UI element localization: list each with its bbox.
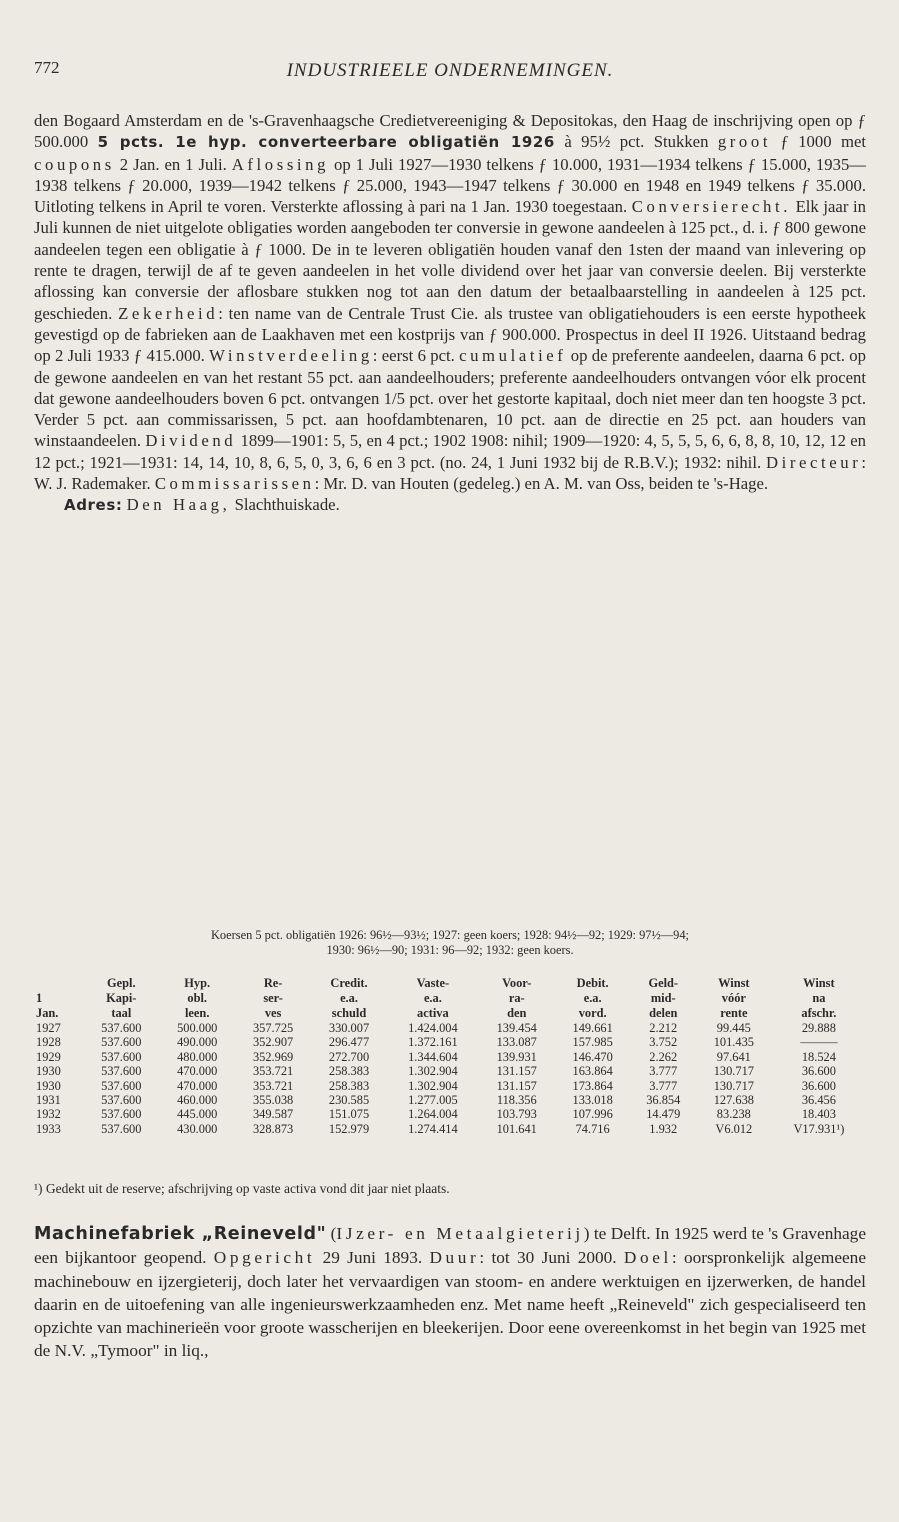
- text-run: op 1 Juli 1927—1930 telkens ƒ 10.000, 1931—1934 telkens ƒ 15.000, 1935—1938 telkens ƒ 20.000, 1939—1942 telkens ƒ 25.000, 1943—1947 telkens ƒ 30.000 en 1948 en 1949 telkens ƒ 35.000. Uitloting telkens in April te voren. Versterkte aflossing à pari na 1 Jan. 1930 toegestaan.: [34, 154, 866, 217]
- table-cell: 2.212: [649, 1021, 678, 1035]
- spaced-term: Den Haag,: [126, 495, 231, 515]
- text-run: : ten name van de Centrale Trust Cie. als trustee van obligatiehouders is een eerste hypotheek gevestigd op de fabrieken aan de Laakhaven met een kostprijs van ƒ 900.000. Prospectus in deel II 1926. Uitstaand bedrag op 2 Juli 1933 ƒ 415.000.: [34, 303, 866, 366]
- text-run: 1899—1901: 5, 5, en 4 pct.; 1902 1908: nihil; 1909—1920: 4, 5, 5, 5, 6, 6, 8, 8, 10, 12, 12 en 12 pct.; 1921—1931: 14, 14, 10, 8, 6, 5, 0, 3, 6, 6 en 3 pct. (no. 24, 1 Juni 1932 bij de R.B.V.); 1932: nihil.: [34, 431, 866, 472]
- table-cell: 500.000: [177, 1021, 218, 1035]
- table-cell: 107.996: [572, 1107, 613, 1122]
- column-header-line: Vaste-: [416, 976, 450, 990]
- table-cell: 355.038: [252, 1093, 294, 1108]
- text-run: ƒ 1000 met: [771, 132, 866, 152]
- table-cell: 14.479: [646, 1107, 681, 1122]
- table-cell: 139.931: [496, 1049, 537, 1064]
- text-run: : W. J. Rademaker.: [34, 452, 866, 494]
- company-name: Machinefabriek „Reineveld": [34, 1224, 327, 1244]
- column-header-line: Kapi-: [106, 991, 137, 1005]
- column-header-line: Jan.: [36, 1006, 59, 1020]
- table-cell: 131.157: [496, 1078, 537, 1093]
- spaced-term: Dividend: [145, 431, 237, 451]
- table-cell: 173.864: [572, 1078, 613, 1093]
- column-header-line: Geld-: [648, 976, 679, 990]
- table-cell: 353.721: [252, 1078, 294, 1093]
- column-header-line: vord.: [578, 1006, 607, 1020]
- column-header: [696, 976, 772, 1021]
- table-cell: ———: [800, 1035, 838, 1050]
- financial-table: [34, 976, 866, 1136]
- table-cell: 352.907: [252, 1035, 294, 1050]
- column-header-line: na: [812, 991, 826, 1005]
- spaced-term: groot: [717, 132, 772, 152]
- text-run: 2 Jan. en 1 Juli.: [114, 154, 232, 174]
- table-cell: 97.641: [716, 1049, 751, 1064]
- table-cell: 3.777: [649, 1078, 678, 1093]
- column-header-line: leen.: [184, 1006, 210, 1020]
- table-cell: 480.000: [177, 1049, 218, 1064]
- table-row: [34, 1093, 866, 1107]
- spaced-term: cumulatief: [459, 346, 567, 366]
- table-cell: 1929: [36, 1049, 61, 1064]
- table-cell: 445.000: [177, 1107, 218, 1122]
- table-row: [34, 1035, 866, 1049]
- spaced-term: Zekerheid: [118, 303, 219, 323]
- koersen-line: Koersen 5 pct. obligatiën 1926: 96½—93½; 1927: geen koers; 1928: 94½—92; 1929: 97½—94;: [210, 928, 690, 942]
- table-cell: 349.587: [252, 1107, 294, 1122]
- column-header-line: ra-: [508, 991, 525, 1005]
- spaced-term: Aflossing: [231, 154, 330, 174]
- page-header: [34, 58, 866, 82]
- table-cell: 1930: [36, 1064, 61, 1079]
- table-cell: 157.985: [572, 1035, 613, 1050]
- table-cell: 537.600: [101, 1078, 142, 1093]
- table-cell: 29.888: [801, 1021, 836, 1035]
- table-cell: 537.600: [101, 1064, 142, 1079]
- column-header-line: delen: [649, 1006, 678, 1020]
- text-run: (: [326, 1224, 337, 1243]
- table-cell: 127.638: [713, 1093, 754, 1108]
- table-cell: 99.445: [716, 1021, 751, 1035]
- column-header: [159, 976, 235, 1021]
- table-row: [34, 1021, 866, 1035]
- table-cell: 1.302.904: [408, 1064, 458, 1079]
- table-cell: 18.524: [801, 1049, 836, 1064]
- column-header-line: Winst: [718, 976, 750, 990]
- spaced-term: Duur: [429, 1248, 480, 1268]
- table-cell: 1.372.161: [408, 1035, 458, 1050]
- koersen-line: 1930: 96½—90; 1931: 96—92; 1932: geen koers.: [326, 943, 574, 957]
- text-run: à 95½ pct. Stukken: [554, 132, 718, 152]
- spaced-term: Directeur: [765, 452, 862, 472]
- column-header-line: den: [507, 1006, 527, 1020]
- spaced-term: Winstverdeeling: [209, 346, 373, 366]
- table-cell: 230.585: [328, 1093, 370, 1108]
- spaced-term: Conversierecht.: [631, 197, 791, 217]
- spaced-term: Commissarissen: [154, 474, 315, 494]
- column-header-line: taal: [111, 1006, 132, 1020]
- text-run: op de preferente aandeelen, daarna 6 pct. op de gewone aandeelen en van het restant 55 pct. aan aandeelhouders; preferente aandeelhouders ontvangen vóor elk procent dat gewone aandeelhouders boven 6 pct. ontvangen 1/5 pct. over het gestorte kapitaal, doch niet meer dan ten hoogste 3 pct. Verder 5 pct. aan commissarissen, 5 pct. aan hoofdambtenaren, 10 pct. aan de directie en 25 pct. aan houders van winstaandeelen.: [34, 346, 866, 451]
- table-cell: V6.012: [715, 1121, 753, 1136]
- column-header-line: ves: [264, 1006, 282, 1020]
- column-header-line: e.a.: [340, 991, 358, 1005]
- table-body: [34, 1021, 866, 1136]
- table-cell: 151.075: [328, 1107, 370, 1122]
- table-cell: 101.435: [713, 1035, 754, 1050]
- column-header: [83, 976, 159, 1021]
- column-header: [479, 976, 555, 1021]
- table-cell: 36.854: [646, 1093, 681, 1108]
- column-header-line: e.a.: [423, 991, 442, 1005]
- table-cell: 1927: [36, 1021, 61, 1035]
- column-header: [387, 976, 479, 1021]
- table-cell: 139.454: [496, 1021, 537, 1035]
- spaced-term: coupons: [34, 154, 115, 174]
- text-run: : eerst 6 pct.: [372, 346, 460, 366]
- table-cell: 357.725: [252, 1021, 294, 1035]
- page-number: 772: [34, 58, 60, 77]
- table-cell: 272.700: [328, 1049, 370, 1064]
- spaced-term: IJzer- en Metaalgieterij: [336, 1224, 584, 1243]
- table-cell: 328.873: [252, 1121, 294, 1136]
- table-cell: 3.752: [649, 1035, 678, 1050]
- table-row: [34, 1122, 866, 1136]
- column-header-line: obl.: [187, 991, 208, 1005]
- bond-title: 5 pcts. 1e hyp. converteerbare obligatiën 1926: [97, 133, 555, 152]
- table-footnote: ¹) Gedekt uit de reserve; afschrijving op vaste activa vond dit jaar niet plaats.: [34, 1181, 450, 1196]
- table-cell: 1.264.004: [408, 1107, 458, 1122]
- table-cell: 460.000: [177, 1093, 218, 1108]
- table-cell: 537.600: [101, 1107, 142, 1122]
- address-label: Adres:: [64, 496, 123, 515]
- text-run: : Mr. D. van Houten (gedeleg.) en A. M. van Oss, beiden te 's-Hage.: [314, 474, 769, 494]
- column-header-line: Debit.: [576, 976, 609, 990]
- column-header-line: ser-: [263, 991, 283, 1005]
- table-cell: 1.344.604: [408, 1049, 458, 1064]
- table-cell: 1931: [36, 1093, 61, 1108]
- column-header-line: activa: [417, 1006, 449, 1020]
- column-header-line: mid-: [650, 991, 676, 1005]
- bond-description-paragraph: [34, 110, 866, 517]
- column-header-line: 1: [36, 991, 43, 1005]
- table-cell: 118.356: [496, 1093, 537, 1108]
- table-cell: 1.424.004: [408, 1021, 458, 1035]
- column-header: [555, 976, 631, 1021]
- table-cell: 163.864: [572, 1064, 613, 1079]
- koersen-note: [34, 928, 866, 958]
- table-cell: 149.661: [572, 1021, 613, 1035]
- column-header: [311, 976, 387, 1021]
- table-cell: 537.600: [101, 1021, 142, 1035]
- table-cell: 296.477: [328, 1035, 370, 1050]
- table-cell: 1933: [36, 1121, 61, 1136]
- table-cell: 36.600: [801, 1078, 836, 1093]
- table-cell: 74.716: [575, 1121, 610, 1136]
- table-cell: 537.600: [101, 1049, 142, 1064]
- text-run: 29 Juni 1893.: [315, 1248, 430, 1268]
- table-cell: 1.274.414: [408, 1121, 458, 1136]
- table-row: [34, 1050, 866, 1064]
- table-cell: 470.000: [177, 1064, 218, 1079]
- table-cell: 36.456: [801, 1093, 836, 1108]
- table-cell: 152.979: [328, 1121, 370, 1136]
- text-run: Elk jaar in Juli kunnen de niet uitgelote obligaties worden aangeboden ter conversie in gewone aandeelen à 125 pct., d. i. ƒ 800 gewone aandeelen tegen een obligatie à ƒ 1000. De in te leveren obligatiën houden vanaf den 1sten der maand van inlevering op rente te dragen, terwijl de af te geven aandeelen in het volle dividend over het jaar van conversie deelen. Bij versterkte aflossing kan conversie der aflosbare stukken nog tot aan den datum der betaalbaarstelling in aandeelen à 125 pct. geschieden.: [34, 197, 866, 323]
- table-cell: 130.717: [713, 1078, 754, 1093]
- column-header-line: vóór: [721, 991, 746, 1005]
- text-run: : tot 30 Juni 2000.: [479, 1248, 624, 1268]
- table-cell: 537.600: [101, 1093, 142, 1108]
- column-header-line: Re-: [263, 976, 283, 990]
- table-cell: 490.000: [177, 1035, 218, 1050]
- column-header: [235, 976, 311, 1021]
- spaced-term: Doel: [623, 1248, 672, 1268]
- column-header: [34, 976, 83, 1021]
- table-row: [34, 1107, 866, 1121]
- column-header: [631, 976, 696, 1021]
- text-run: ) te Delft. In 1925 werd te 's Gravenhage een bijkantoor geopend.: [34, 1224, 866, 1268]
- table-cell: 330.007: [328, 1021, 370, 1035]
- running-title: INDUSTRIEELE ONDERNEMINGEN.: [286, 60, 614, 81]
- column-header-line: schuld: [331, 1006, 367, 1020]
- table-cell: 470.000: [177, 1078, 218, 1093]
- spaced-term: Opgericht: [213, 1248, 316, 1268]
- column-header-line: Hyp.: [184, 976, 211, 990]
- table-cell: 353.721: [252, 1064, 294, 1079]
- table-cell: 258.383: [328, 1078, 370, 1093]
- table-cell: 1930: [36, 1078, 61, 1093]
- table-cell: 1.932: [649, 1121, 678, 1136]
- table-cell: V17.931¹): [793, 1121, 845, 1136]
- column-header-line: Credit.: [330, 976, 368, 990]
- table-cell: 1928: [36, 1035, 61, 1050]
- column-header-line: e.a.: [583, 991, 602, 1005]
- text-run: den Bogaard Amsterdam en de 's-Gravenhaagsche Credietvereeniging & Depositokas, den Haag de inschrijving open op ƒ 500.000: [34, 111, 866, 152]
- table-row: [34, 1079, 866, 1093]
- column-header-line: rente: [720, 1006, 748, 1020]
- text-run: : oorspronkelijk algemeene machinebouw en ijzergieterij, doch later het vervaardigen van stoom- en andere werktuigen en ijzerwerken, de handel daarin en de uitoefening van alle ingenieurswerkzaamheden enz. Met name heeft „Reineveld" zich gespecialiseerd ten opzichte van machinerieën voor groote wasscherijen en bleekerijen. Door eene overeenkomst in het begin van 1925 met de N.V. „Tymoor" in liq.,: [34, 1248, 866, 1361]
- table-cell: 101.641: [496, 1121, 537, 1136]
- table-cell: 146.470: [572, 1049, 613, 1064]
- table-cell: 1932: [36, 1107, 61, 1122]
- table-cell: 131.157: [496, 1064, 537, 1079]
- table-cell: 3.777: [649, 1064, 678, 1079]
- table-header-row: [34, 976, 866, 1021]
- table-cell: 103.793: [496, 1107, 537, 1122]
- table-row: [34, 1064, 866, 1078]
- table-cell: 537.600: [101, 1035, 142, 1050]
- table-cell: 537.600: [101, 1121, 142, 1136]
- table-cell: 430.000: [177, 1121, 218, 1136]
- column-header-line: Voor-: [502, 976, 532, 990]
- column-header-line: Gepl.: [107, 976, 136, 990]
- table-cell: 133.018: [572, 1093, 613, 1108]
- table-cell: 83.238: [716, 1107, 751, 1122]
- column-header-line: afschr.: [801, 1006, 837, 1020]
- table-cell: 352.969: [252, 1049, 294, 1064]
- company-paragraph: [34, 1222, 866, 1363]
- table-cell: 1.277.005: [408, 1093, 458, 1108]
- table-cell: 18.403: [801, 1107, 836, 1122]
- table-cell: 2.262: [649, 1049, 678, 1064]
- table-cell: 130.717: [713, 1064, 754, 1079]
- table-cell: 133.087: [496, 1035, 537, 1050]
- table-cell: 36.600: [801, 1064, 836, 1079]
- table-cell: 1.302.904: [408, 1078, 458, 1093]
- text-run: Slachthuiskade.: [230, 495, 340, 515]
- column-header: [772, 976, 866, 1021]
- table-cell: 258.383: [328, 1064, 370, 1079]
- column-header-line: Winst: [803, 976, 835, 990]
